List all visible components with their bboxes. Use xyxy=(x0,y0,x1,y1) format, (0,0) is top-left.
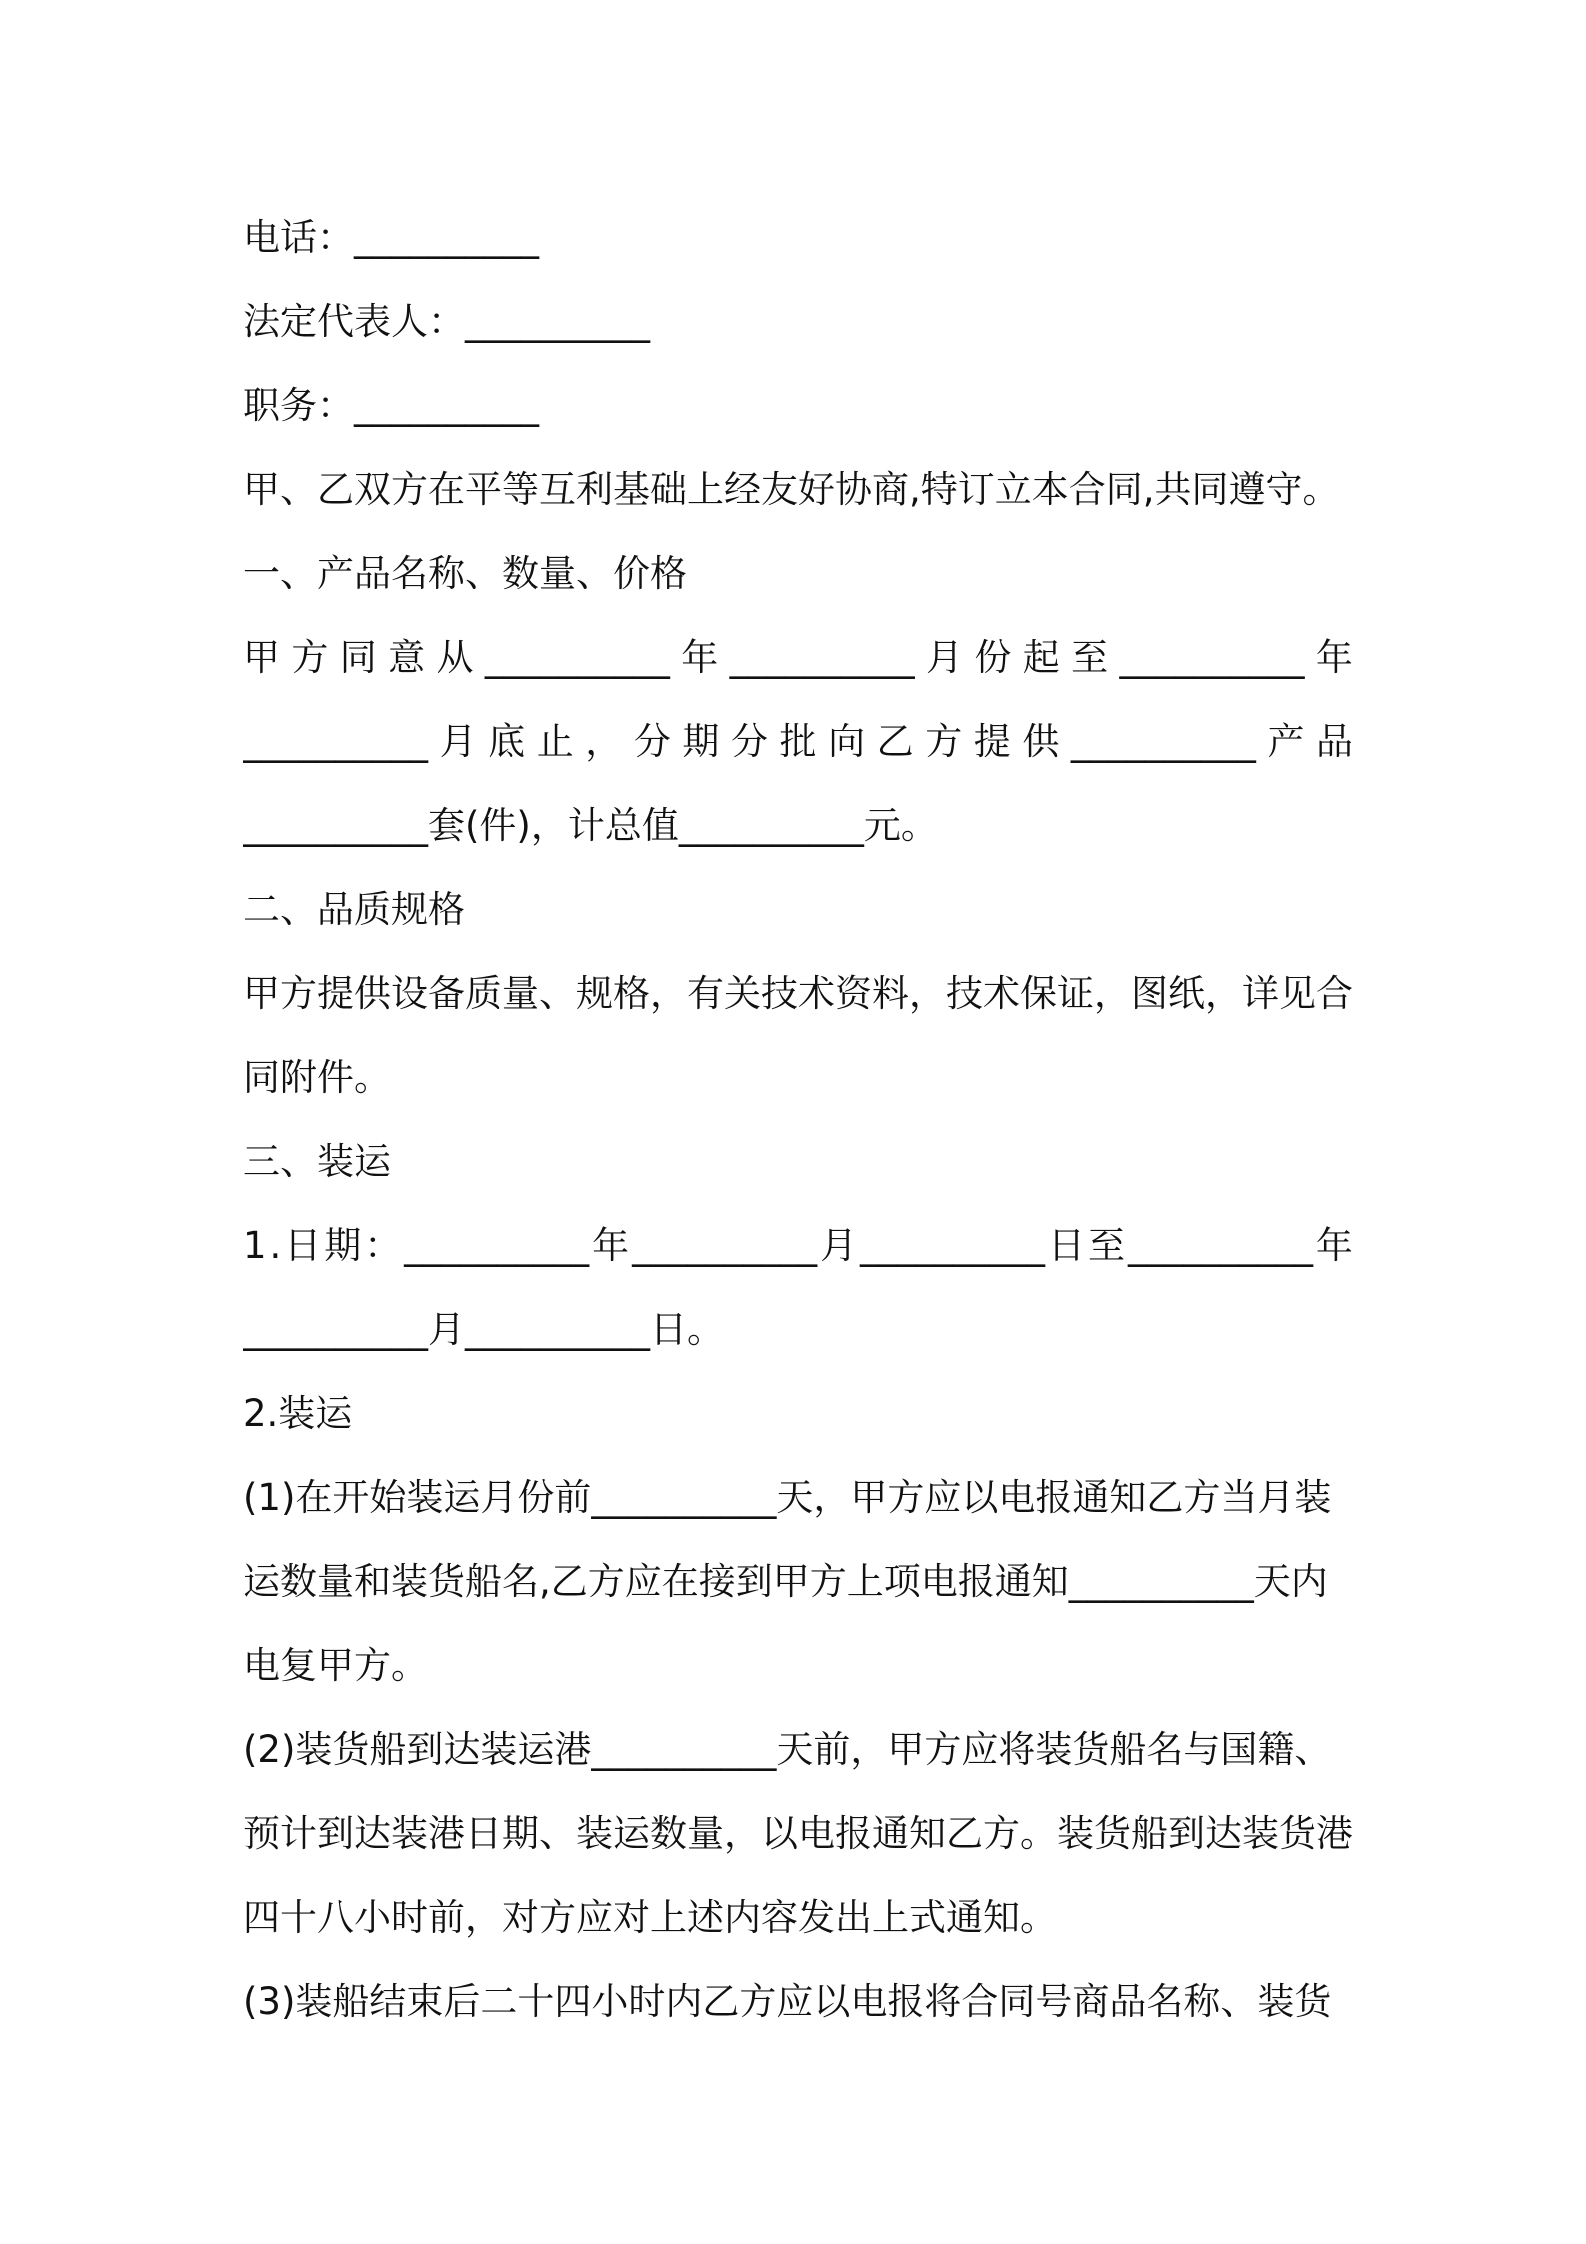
text-line: __________套(件)，计总值__________元。 xyxy=(243,804,938,847)
section-heading: 二、品质规格 xyxy=(243,888,465,931)
text-char: 止 xyxy=(536,720,574,763)
text-line: 预计到达装港日期、装运数量，以电报通知乙方。装货船到达装货港 xyxy=(243,1812,1353,1855)
section-heading: 三、装运 xyxy=(243,1140,391,1183)
text-char: 分 xyxy=(730,720,768,763)
text-char: 起 xyxy=(1022,636,1060,679)
text-char: 至 xyxy=(1087,1224,1125,1267)
text-char: 年 xyxy=(681,636,719,679)
text-char: 向 xyxy=(828,720,866,763)
text-line: (3)装船结束后二十四小时内乙方应以电报将合同号商品名称、装货 xyxy=(243,1980,1332,2023)
text-char: . xyxy=(269,1224,282,1267)
text-char: 期 xyxy=(324,1224,362,1267)
text-char: 甲 xyxy=(243,636,280,679)
text-char: 底 xyxy=(488,720,526,763)
text-char: 产 xyxy=(1267,720,1305,763)
blank-field: __________ xyxy=(1127,1224,1313,1267)
blank-field: __________ xyxy=(632,1224,818,1267)
text-char: 方 xyxy=(291,636,329,679)
text-char: 品 xyxy=(1316,720,1353,763)
text-line: (2)装货船到达装运港__________天前，甲方应将装货船名与国籍、 xyxy=(243,1728,1332,1771)
text-char: ， xyxy=(585,720,623,763)
text-char: 方 xyxy=(925,720,963,763)
section-heading: 一、产品名称、数量、价格 xyxy=(243,552,687,595)
text-line xyxy=(243,616,1353,700)
text-line: (1)在开始装运月份前__________天，甲方应以电报通知乙方当月装 xyxy=(243,1476,1332,1519)
blank-field: __________ xyxy=(404,1224,590,1267)
text-line: 同附件。 xyxy=(243,1056,391,1099)
text-char: 意 xyxy=(388,636,426,679)
text-char: 从 xyxy=(436,636,474,679)
blank-field: __________ xyxy=(1119,636,1305,679)
text-line: 电复甲方。 xyxy=(243,1644,428,1687)
text-line: 法定代表人：__________ xyxy=(243,300,650,343)
text-line: __________月__________日。 xyxy=(243,1308,724,1351)
text-char: 月 xyxy=(820,1224,858,1267)
text-char: 提 xyxy=(973,720,1011,763)
text-char: 年 xyxy=(592,1224,630,1267)
blank-field: __________ xyxy=(484,636,670,679)
text-char: 1 xyxy=(243,1224,267,1267)
text-char: 批 xyxy=(779,720,817,763)
text-line: 甲、乙双方在平等互利基础上经友好协商,特订立本合同,共同遵守。 xyxy=(243,468,1340,511)
blank-field: __________ xyxy=(860,1224,1046,1267)
blank-field: __________ xyxy=(1070,720,1256,763)
text-char: 分 xyxy=(633,720,671,763)
document-body xyxy=(243,196,1353,2044)
text-char: 乙 xyxy=(876,720,914,763)
text-char: 月 xyxy=(439,720,477,763)
text-char: 日 xyxy=(284,1224,322,1267)
text-line: 电话：__________ xyxy=(243,216,539,259)
text-char: ： xyxy=(364,1224,402,1267)
text-char: 份 xyxy=(974,636,1012,679)
text-char: 至 xyxy=(1071,636,1109,679)
text-line: 甲方提供设备质量、规格，有关技术资料，技术保证，图纸，详见合 xyxy=(243,972,1353,1015)
text-char: 供 xyxy=(1022,720,1060,763)
text-char: 同 xyxy=(339,636,377,679)
text-char: 日 xyxy=(1048,1224,1085,1267)
blank-field: __________ xyxy=(243,720,428,763)
text-line: 职务：__________ xyxy=(243,384,539,427)
text-char: 月 xyxy=(926,636,963,679)
blank-field: __________ xyxy=(729,636,915,679)
text-line: 四十八小时前，对方应对上述内容发出上式通知。 xyxy=(243,1896,1057,1939)
text-char: 年 xyxy=(1315,1224,1353,1267)
text-char: 年 xyxy=(1315,636,1353,679)
text-char: 期 xyxy=(682,720,720,763)
text-line xyxy=(243,700,1353,784)
text-line xyxy=(243,1204,1353,1288)
text-line: 运数量和装货船名,乙方应在接到甲方上项电报通知__________天内 xyxy=(243,1560,1328,1603)
subsection-heading: 2.装运 xyxy=(243,1392,353,1435)
